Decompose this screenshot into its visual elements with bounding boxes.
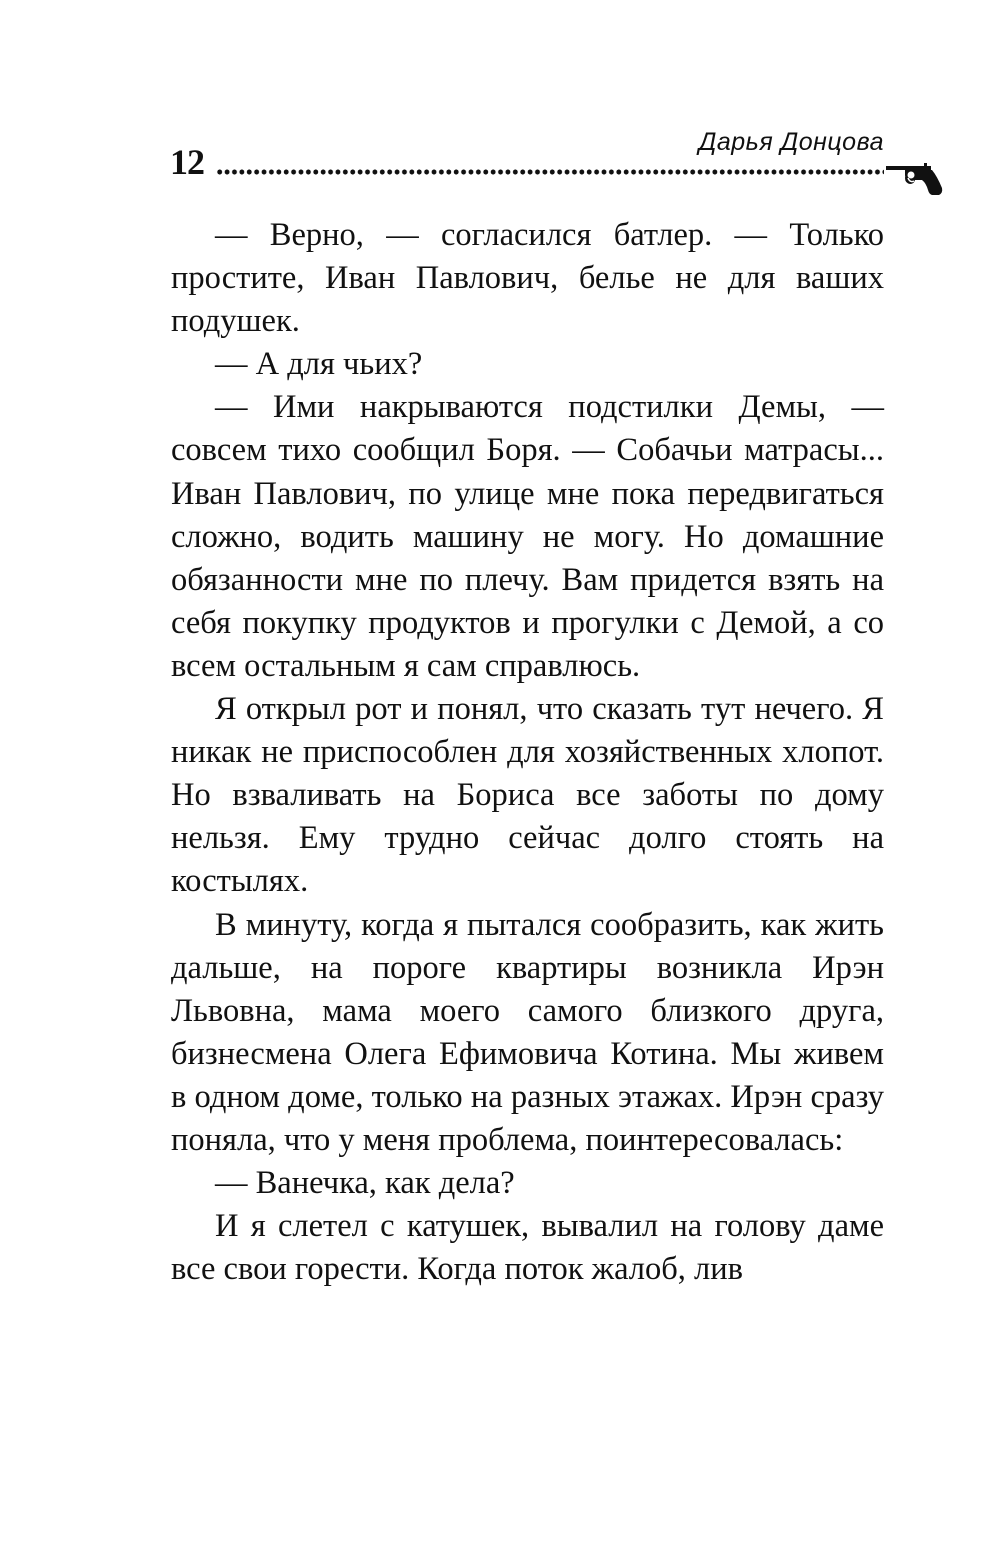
paragraph: — Верно, — согласился батлер. — Только простите, Иван Павлович, белье не для ваших подушек. [171, 217, 884, 340]
paragraph: — А для чьих? [215, 346, 423, 383]
revolver-icon [884, 160, 944, 196]
page-number: 12 [170, 142, 204, 182]
dotted-leader [216, 169, 884, 175]
body-text [171, 214, 884, 1291]
author-name: Дарья Донцова [698, 128, 884, 156]
paragraph: Я открыл рот и понял, что сказать тут нечего. Я никак не приспособлен для хозяйственных хлопот. Но взваливать на Бориса все заботы по дому нельзя. Ему трудно сейчас долго стоять на костылях. [171, 691, 884, 900]
paragraph: — Ими накрываются подстилки Демы, — совсем тихо сообщил Боря. — Собачьи матрасы... Иван Павлович, по улице мне пока передвигаться сложно, водить машину не могу. Но домашние обязанности мне по плечу. Вам придется взять на себя покупку продуктов и прогулки с Демой, а со всем остальным я сам справлюсь. [171, 389, 884, 684]
paragraph: И я слетел с катушек, вывалил на голову даме все свои горести. Когда поток жалоб, лив [171, 1208, 884, 1288]
paragraph: — Ванечка, как дела? [215, 1165, 515, 1202]
paragraph: В минуту, когда я пытался сообразить, как жить дальше, на пороге квартиры возникла Ирэн Львовна, мама моего самого близкого друга, бизнесмена Олега Ефимовича Котина. Мы живем в одном доме, только на разных этажах. Ирэн сразу поняла, что у меня проблема, поинтересовалась: [171, 906, 884, 1158]
running-header [170, 128, 950, 198]
